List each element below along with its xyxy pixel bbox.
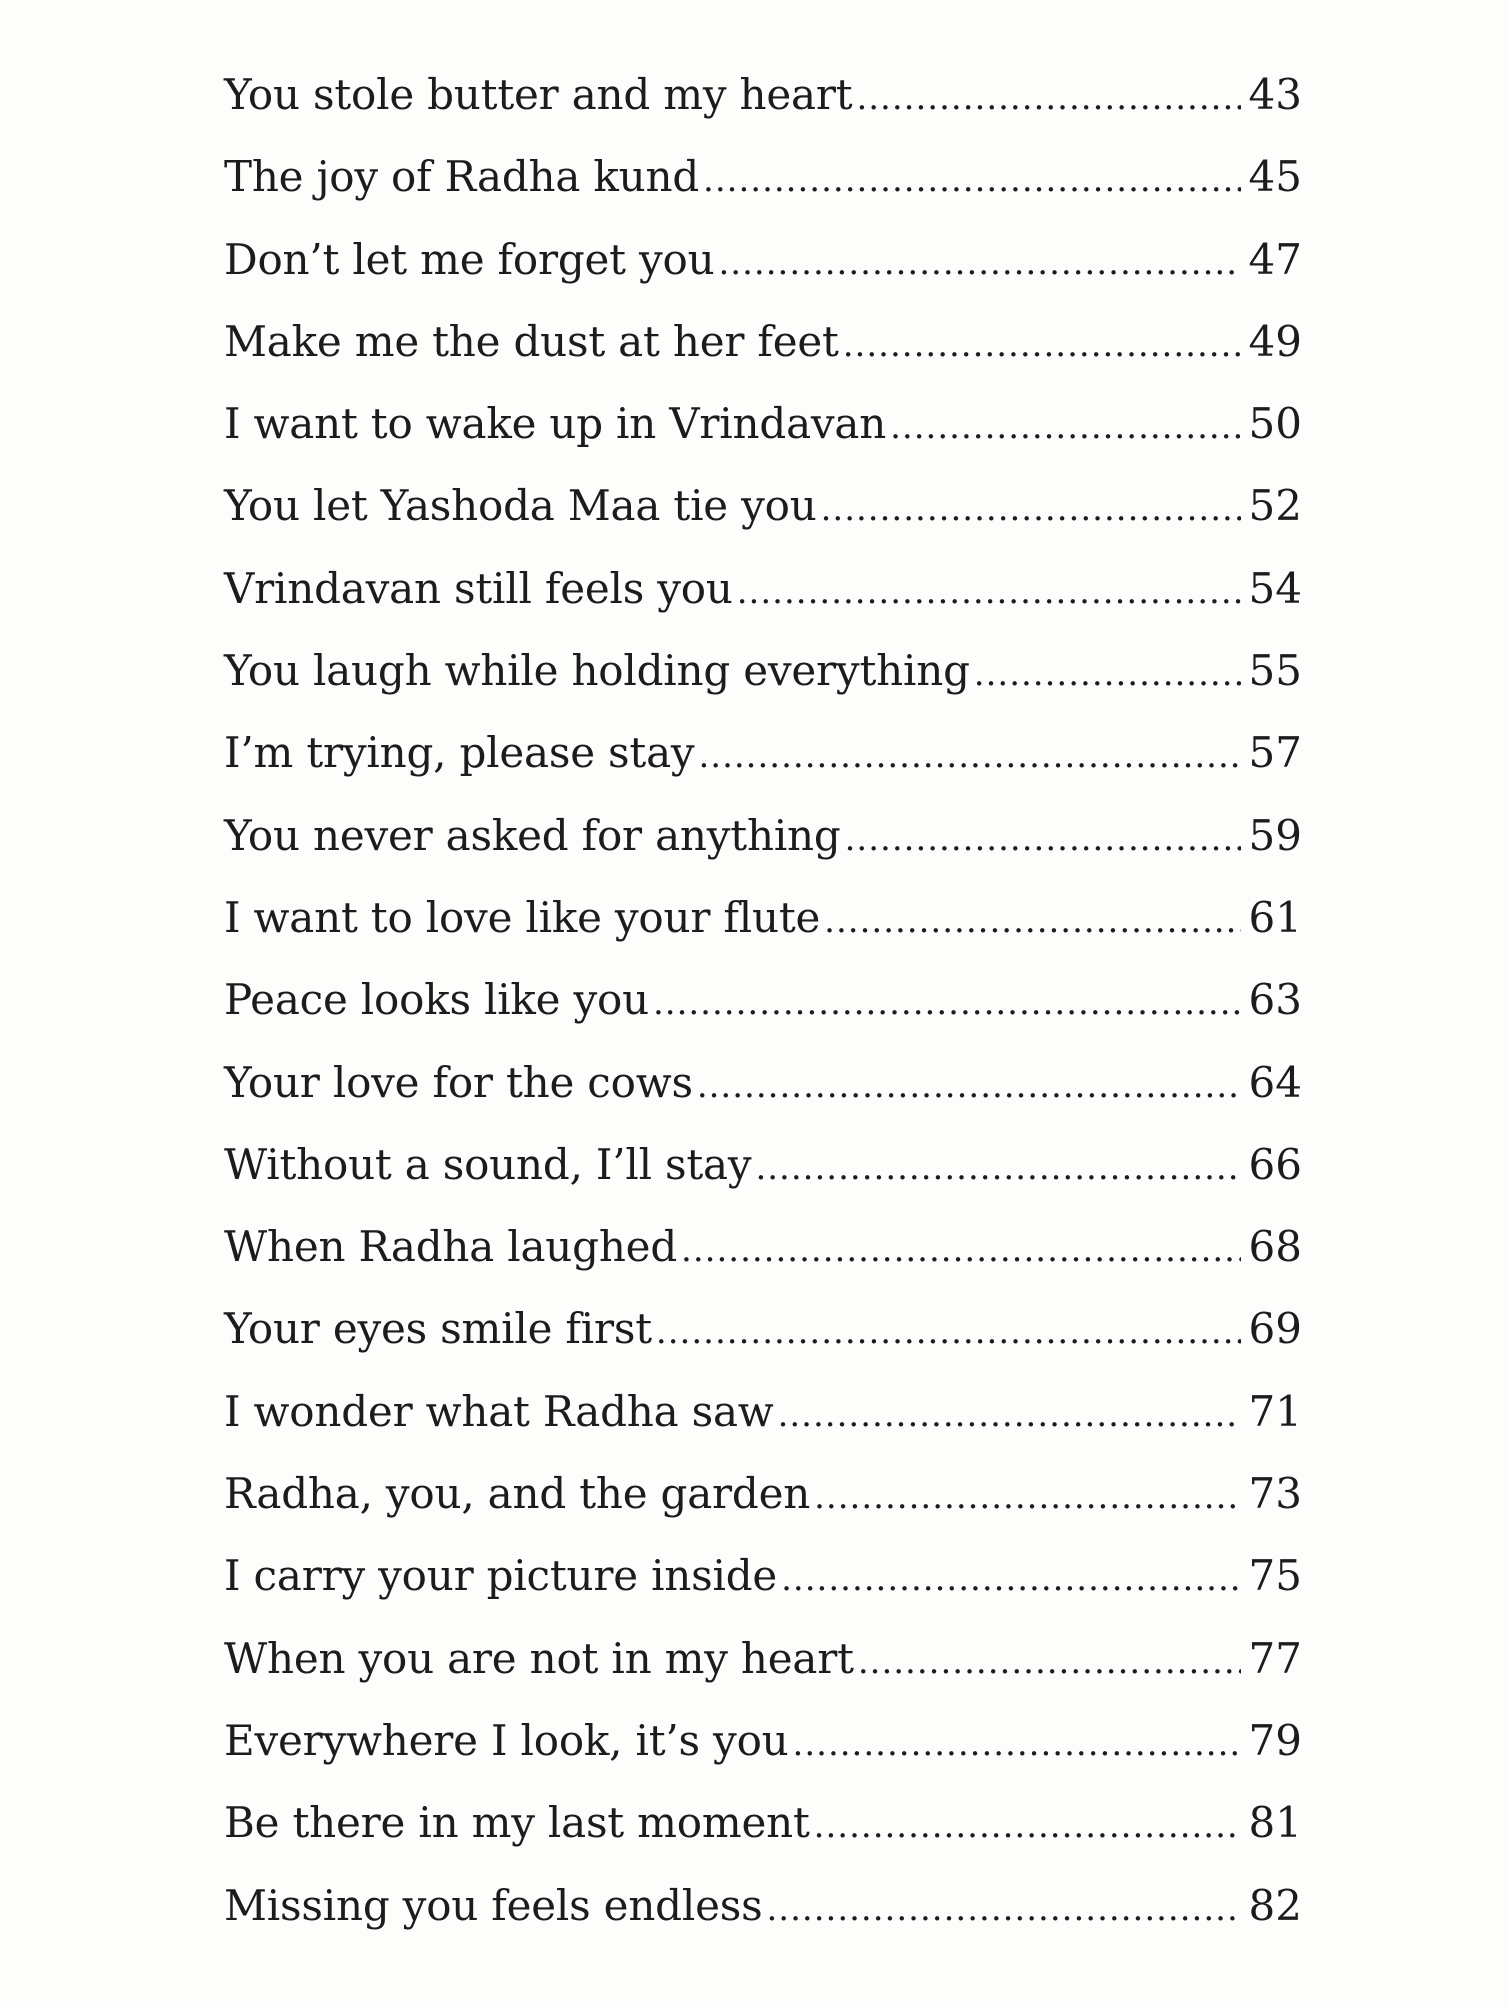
toc-entry-page: 57 [1248,728,1302,778]
dot-leader [890,386,1240,468]
toc-entry-page: 61 [1248,892,1302,942]
toc-entry-page: 52 [1248,481,1302,531]
toc-entry-title: I’m trying, please stay [224,728,695,778]
toc-entry [224,1865,1302,1947]
toc-entry [224,795,1302,877]
dot-leader [824,880,1240,962]
toc-entry-title: When Radha laughed [224,1222,678,1272]
toc-entry-page: 54 [1248,563,1302,613]
toc-entry-page: 71 [1248,1386,1302,1436]
toc-entry [224,1206,1302,1288]
toc-entry-page: 45 [1248,152,1302,202]
dot-leader [737,551,1241,633]
toc-entry [224,712,1302,794]
toc-entry-title: You laugh while holding everything [224,646,970,696]
toc-entry-page: 55 [1248,646,1302,696]
toc-entry [224,1618,1302,1700]
toc-entry [224,877,1302,959]
toc-entry [224,1371,1302,1453]
toc-entry [224,630,1302,712]
dot-leader [856,57,1240,139]
toc-entry [224,1535,1302,1617]
toc-entry-title: Everywhere I look, it’s you [224,1715,789,1765]
toc-entry-page: 77 [1248,1633,1302,1683]
toc-entry-page: 64 [1248,1057,1302,1107]
toc-entry-title: Radha, you, and the garden [224,1469,811,1519]
toc-entry-title: Be there in my last moment [224,1798,810,1848]
toc-entry-title: Make me the dust at her feet [224,316,839,366]
dot-leader [778,1374,1241,1456]
dot-leader [697,1045,1241,1127]
dot-leader [681,1209,1241,1291]
toc-entry-title: I wonder what Radha saw [224,1386,774,1436]
toc-entry-title: Your eyes smile first [224,1304,652,1354]
dot-leader [858,1621,1241,1703]
dot-leader [845,798,1241,880]
toc-entry-page: 79 [1248,1715,1302,1765]
toc-entry-page: 75 [1248,1551,1302,1601]
toc-entry-title: Missing you feels endless [224,1880,763,1930]
table-of-contents [224,54,1302,1947]
dot-leader [703,139,1241,221]
toc-entry-title: I want to love like your flute [224,892,821,942]
toc-entry-page: 49 [1248,316,1302,366]
toc-entry-page: 43 [1248,70,1302,119]
toc-entry-title: I carry your picture inside [224,1551,778,1601]
toc-entry [224,1288,1302,1370]
dot-leader [843,304,1241,386]
toc-entry [224,548,1302,630]
dot-leader [781,1538,1240,1620]
dot-leader [656,1291,1241,1373]
toc-entry [224,136,1302,218]
toc-entry-page: 50 [1248,399,1302,449]
dot-leader [814,1456,1240,1538]
toc-entry-title: I want to wake up in Vrindavan [224,399,887,449]
dot-leader [718,222,1240,304]
toc-entry [224,54,1302,136]
toc-entry [224,1782,1302,1864]
toc-entry [224,1124,1302,1206]
toc-entry-page: 68 [1248,1222,1302,1272]
dot-leader [755,1127,1240,1209]
toc-entry-page: 66 [1248,1139,1302,1189]
dot-leader [821,468,1241,550]
toc-entry-title: Don’t let me forget you [224,234,715,284]
toc-entry-title: Peace looks like you [224,975,649,1025]
toc-entry-page: 47 [1248,234,1302,284]
toc-entry-title: Without a sound, I’ll stay [224,1139,752,1189]
dot-leader [653,962,1241,1044]
toc-entry [224,1453,1302,1535]
toc-entry [224,1042,1302,1124]
dot-leader [766,1868,1240,1950]
toc-entry-page: 73 [1248,1469,1302,1519]
dot-leader [793,1703,1241,1785]
toc-entry-title: Your love for the cows [224,1057,693,1107]
toc-entry [224,1700,1302,1782]
toc-entry-title: You stole butter and my heart [224,70,853,119]
toc-entry-title: The joy of Radha kund [224,152,700,202]
toc-entry-title: You let Yashoda Maa tie you [224,481,817,531]
dot-leader [698,715,1240,797]
toc-entry-title: You never asked for anything [224,810,841,860]
toc-entry [224,301,1302,383]
toc-entry-page: 81 [1248,1798,1302,1848]
toc-entry [224,959,1302,1041]
toc-entry-title: When you are not in my heart [224,1633,854,1683]
dot-leader [974,633,1241,715]
toc-entry-title: Vrindavan still feels you [224,563,733,613]
toc-entry [224,219,1302,301]
toc-entry [224,465,1302,547]
dot-leader [814,1785,1241,1867]
toc-entry-page: 63 [1248,975,1302,1025]
toc-entry [224,383,1302,465]
toc-entry-page: 82 [1248,1880,1302,1930]
toc-entry-page: 69 [1248,1304,1302,1354]
toc-entry-page: 59 [1248,810,1302,860]
